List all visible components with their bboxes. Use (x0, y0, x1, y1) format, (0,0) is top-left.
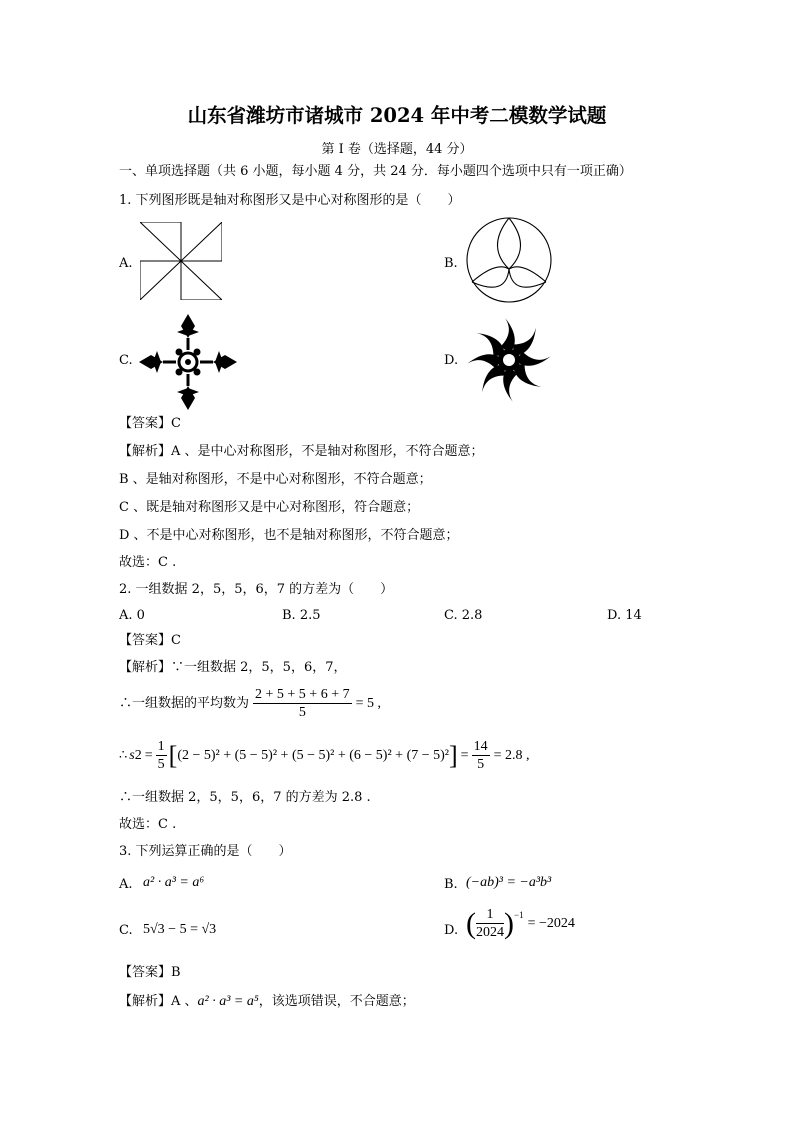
q1-option-a-label: A. (119, 256, 133, 271)
q2-var-fraction (472, 738, 490, 773)
q3-stem: 3. 下列运算正确的是（ ） (119, 844, 292, 859)
q3-explain-prefix: 【解析】A 、 (119, 994, 198, 1009)
q2-var-frac-den: 5 (477, 757, 485, 772)
q2-var-coef (156, 738, 167, 773)
q2-var-symbol: s (129, 747, 135, 763)
q1-option-d-label: D. (444, 353, 459, 368)
q2-var-eq2: = (460, 747, 469, 763)
q1-figure-d (464, 315, 554, 405)
q2-option-a: A. 0 (119, 608, 145, 623)
q2-var-terms: (2 − 5)² + (5 − 5)² + (5 − 5)² + (6 − 5)² + (7 − 5)² (177, 747, 449, 763)
q2-option-c: C. 2.8 (444, 608, 483, 623)
q3-option-d-label: D. (444, 923, 459, 938)
q3-option-c-label: C. (119, 923, 133, 938)
q3-answer: 【答案】B (119, 965, 181, 980)
q2-mean-result: = 5 , (355, 695, 382, 711)
q3-option-a: a² · a³ = a⁶ (143, 875, 205, 890)
q2-choose: 故选：C . (119, 817, 177, 832)
q2-var-bracket-open: [ (168, 740, 178, 770)
q2-var-result: = 2.8 , (493, 747, 530, 763)
section-heading: 一、单项选择题（共 6 小题，每小题 4 分，共 24 分．每小题四个选项中只有一项正确） (119, 164, 632, 179)
q1-answer: 【答案】C (119, 416, 181, 431)
q2-var-coef-den: 5 (157, 757, 165, 772)
q1-option-c-label: C. (119, 353, 133, 368)
section-subtitle: 第 I 卷（选择题，44 分） (321, 142, 473, 157)
q1-figure-c (139, 314, 237, 410)
q2-option-d: D. 14 (607, 608, 642, 623)
q1-choose: 故选：C . (119, 555, 177, 570)
q2-explain-1: 【解析】∵一组数据 2，5，5，6，7， (119, 660, 347, 675)
q3-d-paren-open: ( (466, 906, 476, 940)
q2-mean-prefix: ∴一组数据的平均数为 (119, 695, 250, 711)
q1-figure-a (140, 222, 222, 300)
q3-explain-suffix: ，该选项错误，不合题意； (258, 994, 415, 1009)
q2-mean-fraction (253, 686, 352, 721)
q3-option-d (466, 906, 575, 941)
q3-d-paren-close: ) (504, 906, 514, 940)
q2-var-bracket-close: ] (448, 740, 458, 770)
q2-var-frac-num: 14 (473, 739, 488, 754)
q3-option-c: 5√3 − 5 = √3 (143, 922, 217, 937)
q2-var-coef-num: 1 (157, 739, 165, 754)
q3-d-exponent: −1 (514, 910, 524, 920)
q1-explain-a: 【解析】A 、是中心对称图形，不是轴对称图形，不符合题意； (119, 444, 484, 459)
q2-mean-denominator: 5 (298, 705, 306, 720)
page-title: 山东省潍坊市诸城市 2024 年中考二模数学试题 (187, 104, 607, 127)
q2-var-eq: = (144, 747, 153, 763)
q3-d-rhs: = −2024 (527, 915, 575, 931)
q1-explain-d: D 、不是中心对称图形，也不是轴对称图形，不符合题意； (119, 528, 459, 543)
q2-stem: 2. 一组数据 2，5，5，6，7 的方差为（ ） (119, 582, 394, 597)
q1-figure-b (466, 217, 552, 303)
q1-explain-b: B 、是轴对称图形，不是中心对称图形，不符合题意； (119, 472, 432, 487)
q3-d-den: 2024 (476, 925, 504, 940)
q2-conclusion: ∴一组数据 2，5，5，6，7 的方差为 2.8 . (119, 790, 371, 805)
q3-d-num: 1 (476, 906, 504, 924)
q2-variance-line: ∴ s 2 = $\frac{1}{5}$ [ (2 − 5)² + (5 − 5)² + (5 − 5)² + (6 − 5)² + (7 − 5)² ] = $\frac{14}{5}$ = 2.8 , (119, 739, 530, 772)
q2-mean-numerator: 2 + 5 + 5 + 6 + 7 (255, 687, 350, 702)
q1-stem: 1. 下列图形既是轴对称图形又是中心对称图形的是（ ） (119, 193, 461, 208)
q3-option-a-label: A. (119, 877, 133, 892)
q2-answer: 【答案】C (119, 633, 181, 648)
q3-d-fraction (476, 906, 504, 941)
q3-option-b-label: B. (444, 877, 458, 892)
q2-mean-line (119, 686, 381, 721)
q3-explain-1 (119, 993, 415, 1011)
q1-option-b-label: B. (444, 256, 458, 271)
q1-explain-c: C 、既是轴对称图形又是中心对称图形，符合题意； (119, 500, 420, 515)
q3-option-b: (−ab)³ = −a³b³ (466, 875, 552, 890)
q3-explain-math: a² · a³ = a⁵ (197, 994, 259, 1009)
q2-var-prefix: ∴ (119, 747, 128, 763)
q2-option-b: B. 2.5 (282, 608, 321, 623)
